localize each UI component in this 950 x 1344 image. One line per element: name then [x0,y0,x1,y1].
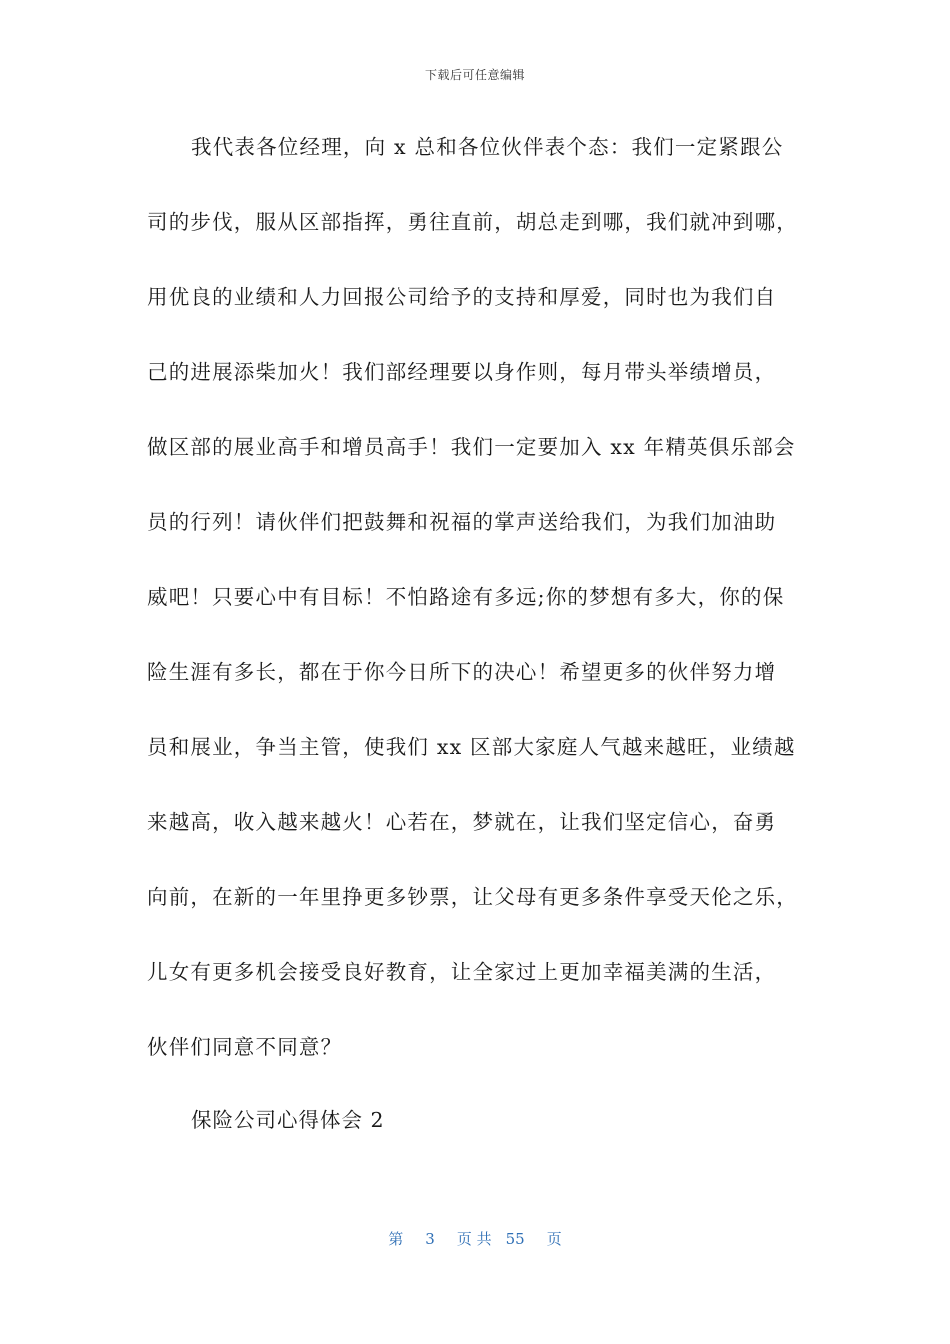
paragraph-line: 伙伴们同意不同意？ [147,1035,343,1059]
paragraph-line: 员和展业，争当主管，使我们 xx 区部大家庭人气越来越旺，业绩越 [147,735,796,759]
paragraph-line: 儿女有更多机会接受良好教育，让全家过上更加幸福美满的生活， [147,960,777,984]
paragraph-line: 做区部的展业高手和增员高手！我们一定要加入 xx 年精英俱乐部会 [147,435,796,459]
footer-page-number: 3 [425,1230,435,1248]
paragraph-line: 用优良的业绩和人力回报公司给予的支持和厚爱，同时也为我们自 [147,285,777,309]
paragraph-line: 险生涯有多长，都在于你今日所下的决心！希望更多的伙伴努力增 [147,660,777,684]
footer-suffix: 页 [546,1230,562,1248]
footer-middle: 页 共 [456,1230,492,1248]
paragraph-line: 威吧！只要心中有目标！不怕路途有多远;你的梦想有多大，你的保 [147,585,785,609]
body-text [147,130,817,1105]
paragraph-line: 我代表各位经理，向 x 总和各位伙伴表个态：我们一定紧跟公 [191,135,784,159]
paragraph-line: 来越高，收入越来越火！心若在，梦就在，让我们坚定信心，奋勇 [147,810,777,834]
page-footer [0,1228,950,1249]
paragraph-line: 向前，在新的一年里挣更多钞票，让父母有更多条件享受天伦之乐， [147,885,798,909]
section-title: 保险公司心得体会 2 [191,1108,385,1132]
header-note: 下载后可任意编辑 [424,68,525,82]
footer-total-pages: 55 [505,1230,525,1248]
footer-prefix: 第 [388,1230,404,1248]
paragraph-line: 司的步伐，服从区部指挥，勇往直前，胡总走到哪，我们就冲到哪， [147,210,798,234]
paragraph-line: 己的进展添柴加火！我们部经理要以身作则，每月带头举绩增员， [147,360,777,384]
paragraph-line: 员的行列！请伙伴们把鼓舞和祝福的掌声送给我们，为我们加油助 [147,510,777,534]
